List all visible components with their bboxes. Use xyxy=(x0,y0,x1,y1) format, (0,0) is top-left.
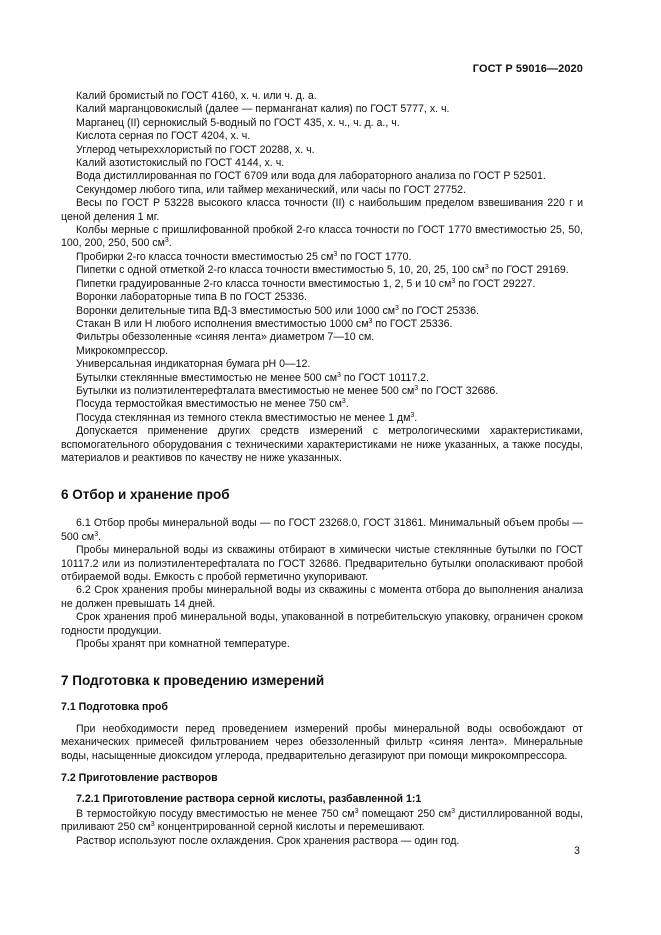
superscript: 3 xyxy=(333,250,338,258)
text-segment: Весы по ГОСТ Р 53228 высокого класса точности (II) с наибольшим пределом взвешивания 220 г и ценой деления 1 мг. xyxy=(61,197,583,223)
subsection-7-2-heading: 7.2 Приготовление растворов xyxy=(61,772,218,785)
superscript: 3 xyxy=(451,807,456,815)
superscript: 3 xyxy=(341,398,346,406)
superscript: 3 xyxy=(150,821,155,829)
text-segment: Марганец (II) сернокислый 5-водный по ГОСТ 435, х. ч., ч. д. а., ч. xyxy=(76,116,400,129)
superscript: 3 xyxy=(94,530,99,538)
materials-item xyxy=(61,318,583,331)
text-segment: Фильтры обеззоленные «синяя лента» диаметром 7—10 см. xyxy=(76,331,375,344)
materials-item xyxy=(61,305,583,318)
materials-item xyxy=(61,398,583,411)
text-segment: Пипетки с одной отметкой 2-го класса точности вместимостью 5, 10, 20, 25, 100 см xyxy=(76,264,485,277)
materials-item xyxy=(61,251,583,264)
materials-item xyxy=(61,224,583,251)
text-segment: по ГОСТ 29169. xyxy=(488,264,569,277)
text-segment: Микрокомпрессор. xyxy=(76,344,169,357)
section-6-paragraph xyxy=(61,638,583,651)
text-segment: концентрированной серной кислоты и перемешивают. xyxy=(154,821,425,834)
text-segment: Кислота серная по ГОСТ 4204, х. ч. xyxy=(76,130,251,143)
materials-item xyxy=(61,372,583,385)
text-segment: Пипетки градуированные 2-го класса точности вместимостью 1, 2, 5 и 10 см xyxy=(76,277,452,290)
materials-item xyxy=(61,170,583,183)
subsection-7-1-paragraph: При необходимости перед проведением измерений пробы минеральной воды освобождают от механических примесей фильтрованием через обеззоленный фильтр «синяя лента». Минеральные воды, насыщенные диоксидом углерода, предварительно дегазируют при помощи микрокомпрессора. xyxy=(61,722,583,762)
subsection-7-2-1-heading: 7.2.1 Приготовление раствора серной кислоты, разбавленной 1:1 xyxy=(76,793,422,806)
materials-item xyxy=(61,117,583,130)
section-6-paragraph xyxy=(61,544,583,584)
superscript: 3 xyxy=(451,277,456,285)
text-segment: Калий азотистокислый по ГОСТ 4144, х. ч. xyxy=(76,157,285,170)
page-number: 3 xyxy=(574,845,580,857)
text-segment: В термостойкую посуду вместимостью не менее 750 см xyxy=(76,807,355,820)
text-segment: Бутылки стеклянные вместимостью не менее 500 см xyxy=(76,371,338,384)
text-segment: 6.2 Срок хранения пробы минеральной воды из скважины с момента отбора до выполнения анализа не должен превышать 14 дней. xyxy=(61,584,583,610)
materials-item xyxy=(61,157,583,170)
text-segment: по ГОСТ 25336. xyxy=(372,317,453,330)
text-segment: дистиллированной воды, приливают 250 см xyxy=(61,807,583,834)
text-segment: Универсальная индикаторная бумага рН 0—12. xyxy=(76,358,311,371)
text-segment: Вода дистиллированная по ГОСТ 6709 или вода для лабораторного анализа по ГОСТ Р 52501. xyxy=(76,170,546,183)
text-segment: Посуда стеклянная из темного стекла вместимостью не менее 1 дм xyxy=(76,411,411,424)
subsection-7-1-heading: 7.1 Подготовка проб xyxy=(61,701,168,714)
superscript: 3 xyxy=(354,807,359,815)
text-segment: по ГОСТ 29227. xyxy=(455,277,536,290)
materials-item xyxy=(61,331,583,344)
text-segment: Срок хранения проб минеральной воды, упакованной в потребительскую упаковку, ограничен сроком годности продукции. xyxy=(61,611,583,637)
text-segment: Секундомер любого типа, или таймер механический, или часы по ГОСТ 27752. xyxy=(76,183,467,196)
section-6-heading: 6 Отбор и хранение проб xyxy=(61,487,230,503)
subsection-7-2-1-paragraph-1 xyxy=(61,808,583,835)
materials-item xyxy=(61,130,583,143)
superscript: 3 xyxy=(410,411,415,419)
text-segment: Пробы минеральной воды из скважины отбирают в химически чистые стеклянные бутылки по ГОСТ 10117.2 или из полиэтилентерефталата по ГОСТ 32686. Предварительно бутылки ополаскивают пробой отбираемой воды. Емкость с пробой герметично укупоривают. xyxy=(61,544,583,583)
text-segment: 6.1 Отбор пробы минеральной воды — по ГОСТ 23268.0, ГОСТ 31861. Минимальный объем пробы — 500 см xyxy=(61,517,583,543)
superscript: 3 xyxy=(484,264,489,272)
section-7-heading: 7 Подготовка к проведению измерений xyxy=(61,673,325,689)
materials-item xyxy=(61,278,583,291)
section-6-body xyxy=(61,517,583,651)
section-6-paragraph xyxy=(61,517,583,544)
materials-item xyxy=(61,385,583,398)
superscript: 3 xyxy=(164,237,169,245)
materials-item xyxy=(61,144,583,157)
text-segment: по ГОСТ 25336. xyxy=(398,304,479,317)
section-6-paragraph xyxy=(61,611,583,638)
text-segment: . xyxy=(168,237,172,250)
text-segment: Воронки лабораторные типа В по ГОСТ 25336. xyxy=(76,291,307,304)
subsection-7-2-1-paragraph-2: Раствор используют после охлаждения. Срок хранения раствора — один год. xyxy=(76,834,460,847)
materials-item xyxy=(61,358,583,371)
materials-item xyxy=(61,291,583,304)
text-segment: Углерод четыреххлористый по ГОСТ 20288, х. ч. xyxy=(76,143,315,156)
text-segment: помещают 250 см xyxy=(358,807,452,820)
materials-item xyxy=(61,345,583,358)
materials-item xyxy=(61,184,583,197)
materials-item xyxy=(61,197,583,224)
section-6-paragraph xyxy=(61,584,583,611)
materials-list xyxy=(61,90,583,465)
materials-item xyxy=(61,264,583,277)
document-header: ГОСТ Р 59016—2020 xyxy=(472,63,583,75)
materials-item xyxy=(61,412,583,425)
text-segment: Колбы мерные с пришлифованной пробкой 2-го класса точности по ГОСТ 1770 вместимостью 25, 50, 100, 200, 250, 500 см xyxy=(61,224,583,250)
materials-item xyxy=(61,103,583,116)
text-segment: Бутылки из полиэтилентерефталата вместимостью не менее 500 см xyxy=(76,384,415,397)
superscript: 3 xyxy=(337,371,341,379)
superscript: 3 xyxy=(414,384,419,392)
materials-item xyxy=(61,425,583,465)
text-segment: Пробирки 2-го класса точности вместимостью 25 см xyxy=(76,250,334,263)
superscript: 3 xyxy=(368,317,373,325)
text-segment: Пробы хранят при комнатной температуре. xyxy=(76,638,290,651)
text-segment: Стакан В или Н любого исполнения вместимостью 1000 см xyxy=(76,317,369,330)
text-segment: Калий бромистый по ГОСТ 4160, х. ч. или ч. д. а. xyxy=(76,90,317,102)
text-segment: Допускается применение других средств измерений с метрологическими характеристиками, вспомогательного оборудования с техническими характеристиками не ниже указанных, а также посуды, материалов и реактивов по качеству не ниже указанных. xyxy=(61,425,583,464)
text-segment: Калий марганцовокислый (далее — перманганат калия) по ГОСТ 5777, х. ч. xyxy=(76,103,450,116)
text-segment: . xyxy=(98,530,102,543)
materials-item xyxy=(61,90,583,103)
text-segment: . xyxy=(414,411,418,424)
superscript: 3 xyxy=(395,304,399,312)
text-segment: по ГОСТ 10117.2. xyxy=(340,371,429,384)
text-segment: по ГОСТ 32686. xyxy=(418,384,499,397)
page-body xyxy=(61,90,583,848)
text-segment: по ГОСТ 1770. xyxy=(337,250,412,263)
text-segment: Воронки делительные типа ВД-3 вместимостью 500 или 1000 см xyxy=(76,304,396,317)
text-segment: . xyxy=(345,398,349,411)
text-segment: Посуда термостойкая вместимостью не менее 750 см xyxy=(76,398,342,411)
